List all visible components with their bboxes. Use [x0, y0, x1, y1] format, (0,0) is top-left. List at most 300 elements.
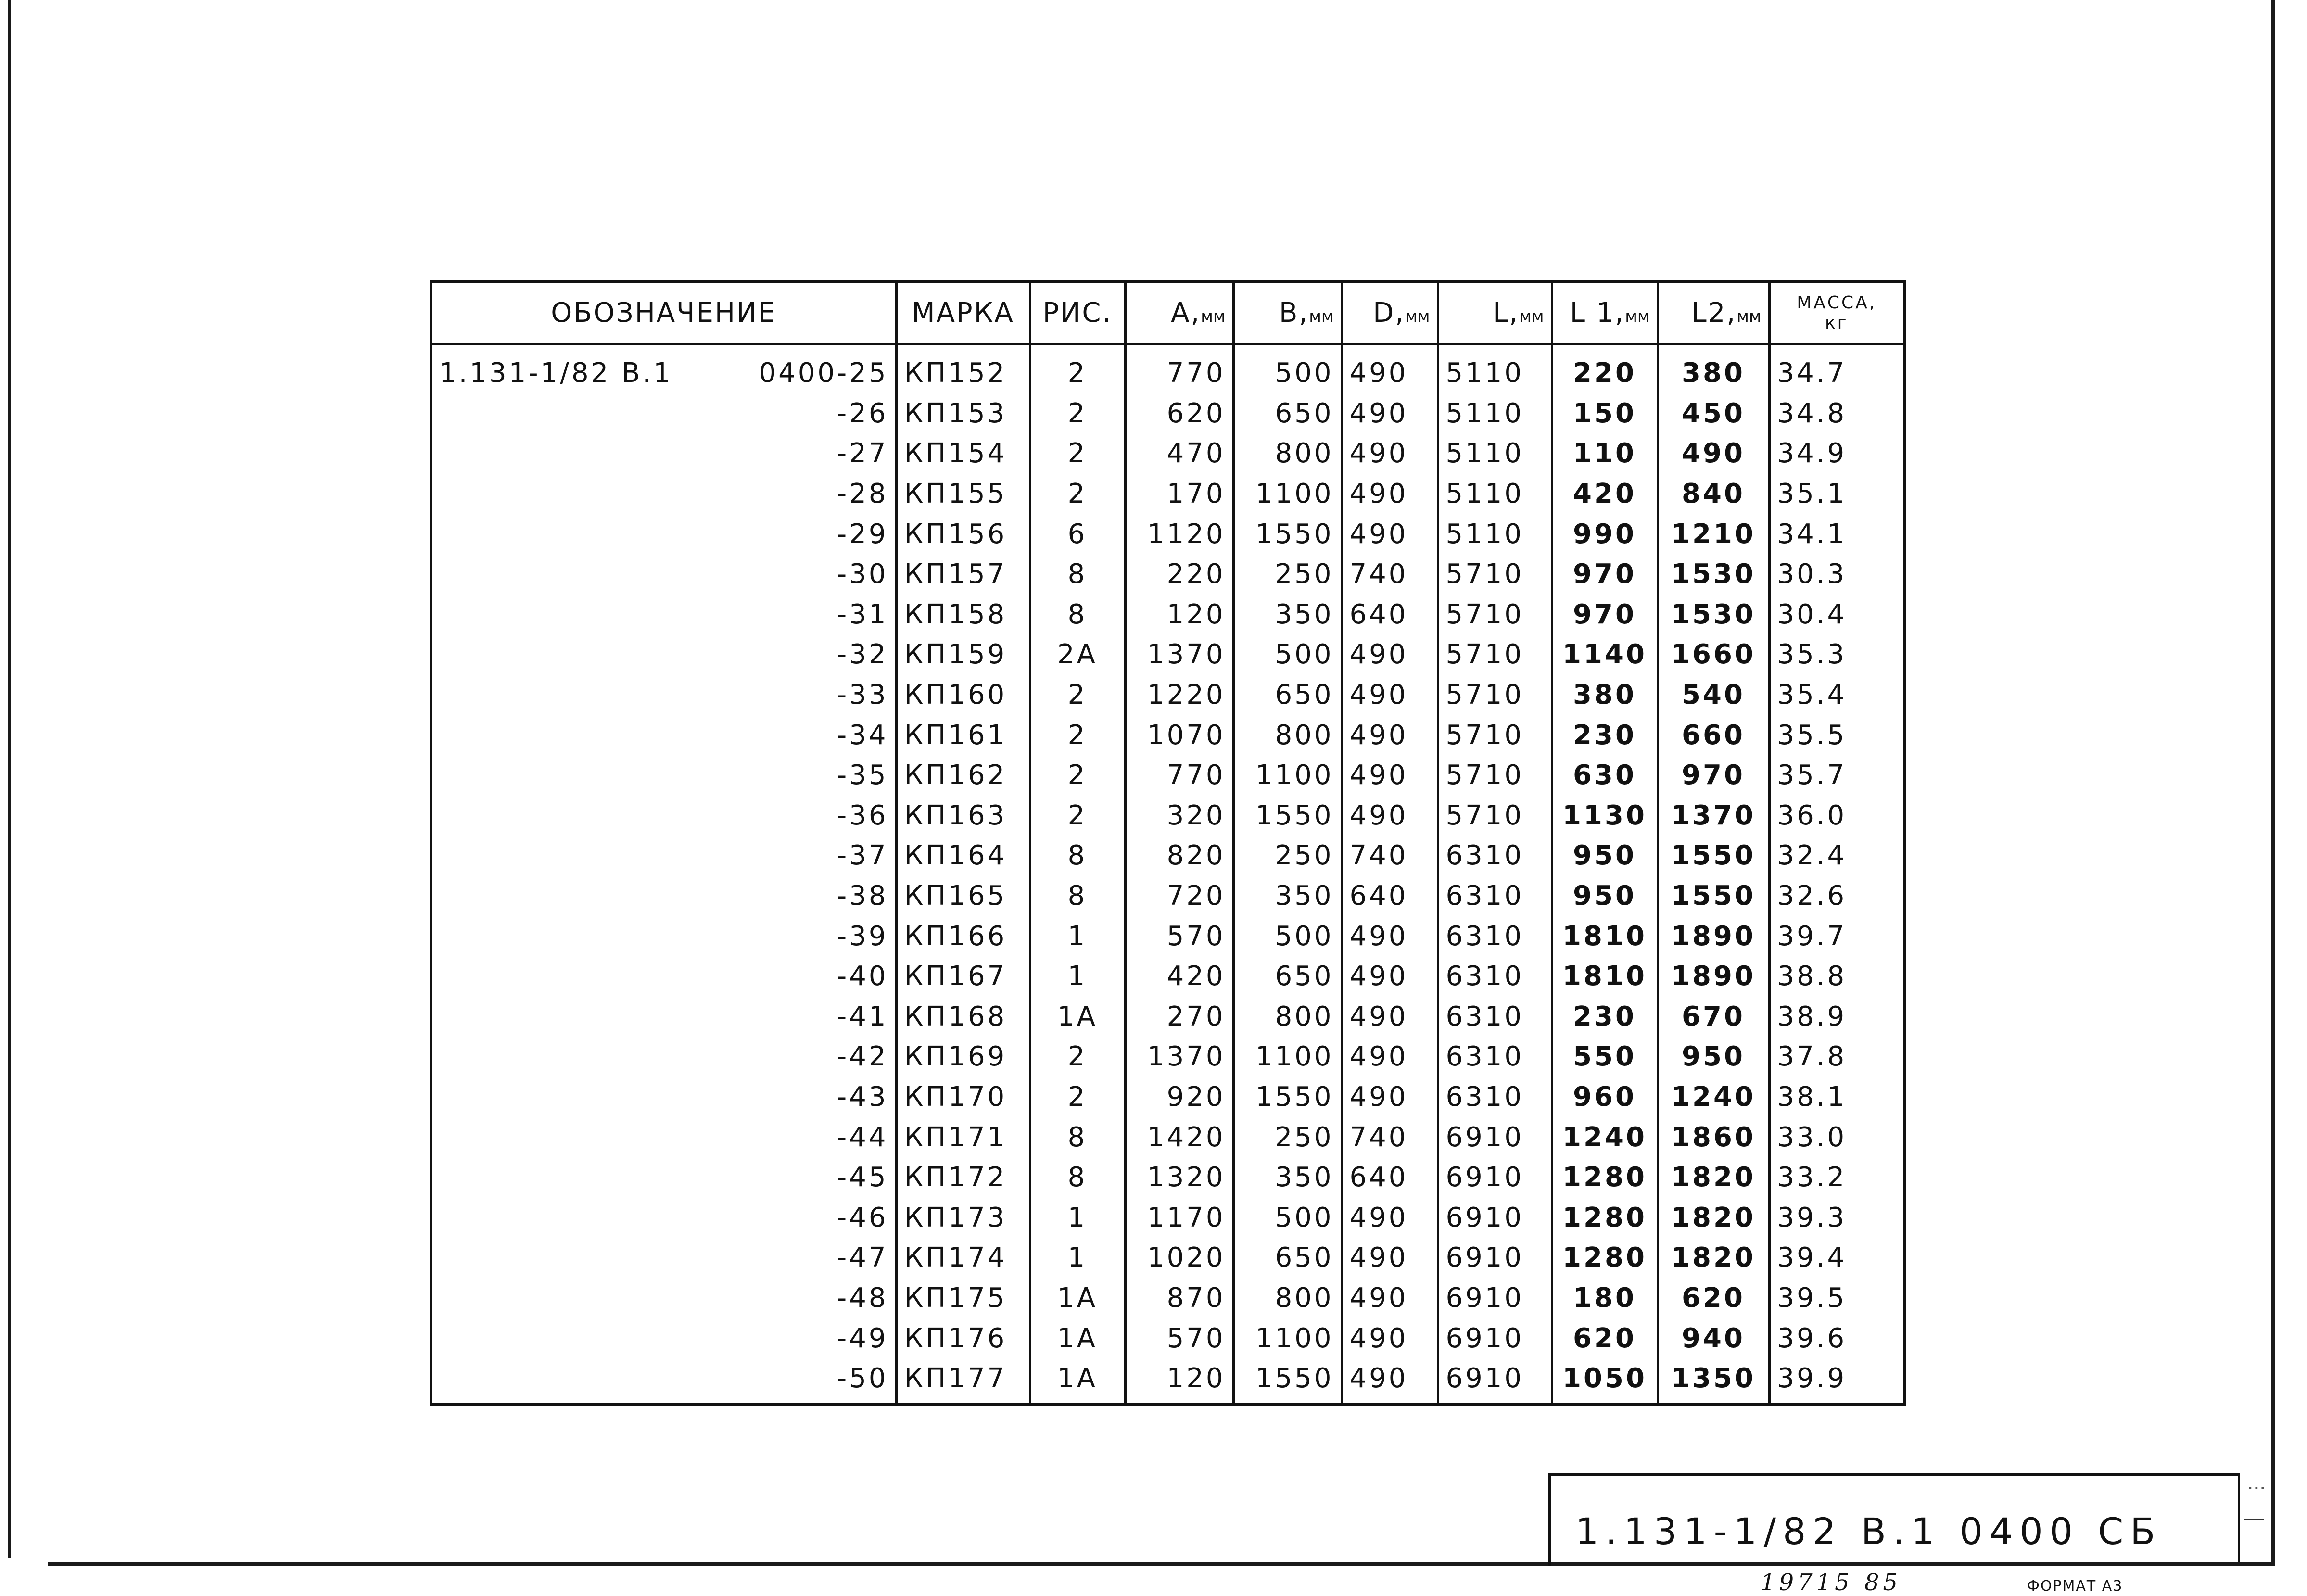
cell-fig: 1А: [1030, 1278, 1125, 1318]
header-mass-unit: кг: [1825, 313, 1849, 333]
header-mark: МАРКА: [896, 281, 1030, 344]
cell-l1: 620: [1552, 1318, 1658, 1358]
cell-l: 6910: [1438, 1358, 1552, 1405]
cell-a: 570: [1125, 1318, 1233, 1358]
designation-wrap: [439, 921, 888, 952]
table-row: [431, 755, 1904, 796]
cell-l: 6310: [1438, 1037, 1552, 1077]
cell-l2: 1860: [1658, 1117, 1769, 1157]
cell-l1: 1140: [1552, 634, 1658, 675]
cell-a: 1420: [1125, 1117, 1233, 1157]
cell-mark: КП161: [896, 715, 1030, 755]
table-body: [431, 344, 1904, 1405]
sheet-cell: [2238, 1473, 2269, 1562]
cell-b: 250: [1233, 836, 1342, 876]
cell-mass: 34.9: [1769, 433, 1904, 474]
table-row: [431, 474, 1904, 514]
cell-l: 5710: [1438, 595, 1552, 635]
cell-fig: 8: [1030, 836, 1125, 876]
cell-mass: 30.3: [1769, 554, 1904, 595]
cell-l: 5710: [1438, 796, 1552, 836]
table-row: [431, 1037, 1904, 1077]
cell-mass: 35.1: [1769, 474, 1904, 514]
cell-mass: 35.4: [1769, 675, 1904, 715]
designation-number: -39: [837, 920, 888, 952]
cell-b: 350: [1233, 595, 1342, 635]
cell-mass: 38.8: [1769, 956, 1904, 997]
cell-a: 1220: [1125, 675, 1233, 715]
cell-b: 1550: [1233, 1358, 1342, 1405]
cell-l1: 550: [1552, 1037, 1658, 1077]
cell-l2: 1240: [1658, 1077, 1769, 1117]
sheet-divider: [2244, 1519, 2264, 1520]
drawing-frame-left: [8, 0, 11, 1558]
table-row: [431, 1278, 1904, 1318]
cell-mark: КП168: [896, 997, 1030, 1037]
format-label: ФОРМАТ А3: [2027, 1578, 2123, 1595]
cell-fig: 2: [1030, 433, 1125, 474]
cell-fig: 8: [1030, 876, 1125, 916]
cell-l2: 1370: [1658, 796, 1769, 836]
cell-l: 6910: [1438, 1157, 1552, 1198]
cell-a: 1070: [1125, 715, 1233, 755]
cell-l2: 660: [1658, 715, 1769, 755]
header-mass-label: МАССА,: [1797, 292, 1877, 313]
table-row: [431, 393, 1904, 434]
cell-fig: 8: [1030, 1117, 1125, 1157]
cell-mass: 36.0: [1769, 796, 1904, 836]
cell-l: 5110: [1438, 514, 1552, 554]
cell-designation: [431, 956, 896, 997]
cell-a: 770: [1125, 344, 1233, 393]
designation-wrap: [439, 880, 888, 912]
header-l: [1438, 281, 1552, 344]
designation-number: -45: [837, 1162, 888, 1193]
cell-d: 490: [1342, 956, 1438, 997]
cell-l2: 950: [1658, 1037, 1769, 1077]
cell-l1: 220: [1552, 344, 1658, 393]
cell-b: 500: [1233, 634, 1342, 675]
designation-number: -31: [837, 598, 888, 630]
header-l2: [1658, 281, 1769, 344]
table-row: [431, 796, 1904, 836]
cell-fig: 1: [1030, 916, 1125, 956]
cell-l2: 1550: [1658, 876, 1769, 916]
cell-d: 490: [1342, 1358, 1438, 1405]
cell-mass: 32.4: [1769, 836, 1904, 876]
cell-a: 170: [1125, 474, 1233, 514]
cell-designation: [431, 1318, 896, 1358]
cell-fig: 1: [1030, 1197, 1125, 1238]
table-row: [431, 554, 1904, 595]
cell-fig: 1: [1030, 1238, 1125, 1278]
cell-mass: 33.0: [1769, 1117, 1904, 1157]
cell-l1: 950: [1552, 836, 1658, 876]
table-row: [431, 1077, 1904, 1117]
cell-l2: 1660: [1658, 634, 1769, 675]
cell-b: 250: [1233, 1117, 1342, 1157]
cell-mass: 39.9: [1769, 1358, 1904, 1405]
cell-designation: [431, 1197, 896, 1238]
cell-l1: 1280: [1552, 1238, 1658, 1278]
title-block: [1548, 1473, 2239, 1566]
cell-d: 490: [1342, 916, 1438, 956]
cell-mass: 38.1: [1769, 1077, 1904, 1117]
cell-l1: 1130: [1552, 796, 1658, 836]
cell-designation: [431, 916, 896, 956]
cell-fig: 2: [1030, 675, 1125, 715]
designation-wrap: [439, 478, 888, 509]
cell-a: 120: [1125, 1358, 1233, 1405]
cell-designation: [431, 997, 896, 1037]
drawing-frame-right: [2271, 0, 2275, 1566]
cell-mass: 33.2: [1769, 1157, 1904, 1198]
designation-wrap: [439, 1162, 888, 1193]
cell-d: 490: [1342, 755, 1438, 796]
cell-designation: [431, 554, 896, 595]
table-row: [431, 956, 1904, 997]
cell-l: 6910: [1438, 1318, 1552, 1358]
cell-l: 5710: [1438, 634, 1552, 675]
cell-l1: 1810: [1552, 916, 1658, 956]
cell-l: 5710: [1438, 755, 1552, 796]
cell-a: 1020: [1125, 1238, 1233, 1278]
cell-mark: КП160: [896, 675, 1030, 715]
cell-b: 800: [1233, 997, 1342, 1037]
cell-l2: 1530: [1658, 554, 1769, 595]
designation-number: 0400-25: [759, 357, 888, 389]
cell-d: 490: [1342, 997, 1438, 1037]
cell-b: 650: [1233, 1238, 1342, 1278]
cell-mark: КП154: [896, 433, 1030, 474]
cell-mark: КП175: [896, 1278, 1030, 1318]
designation-number: -37: [837, 840, 888, 872]
header-d-unit: мм: [1405, 307, 1430, 326]
cell-designation: [431, 344, 896, 393]
cell-b: 250: [1233, 554, 1342, 595]
cell-l1: 1240: [1552, 1117, 1658, 1157]
table-row: [431, 1238, 1904, 1278]
designation-number: -46: [837, 1202, 888, 1233]
header-a-unit: мм: [1201, 307, 1226, 326]
cell-d: 640: [1342, 1157, 1438, 1198]
designation-wrap: [439, 760, 888, 791]
cell-d: 490: [1342, 1037, 1438, 1077]
designation-prefix: 1.131-1/82 В.1: [439, 357, 673, 389]
cell-l1: 960: [1552, 1077, 1658, 1117]
cell-b: 350: [1233, 876, 1342, 916]
cell-l: 6310: [1438, 836, 1552, 876]
designation-number: -49: [837, 1322, 888, 1354]
table-row: [431, 1117, 1904, 1157]
cell-designation: [431, 393, 896, 434]
cell-d: 490: [1342, 433, 1438, 474]
cell-mass: 39.7: [1769, 916, 1904, 956]
cell-mass: 30.4: [1769, 595, 1904, 635]
cell-fig: 2: [1030, 796, 1125, 836]
sheet-mark-icon: ⋮: [2246, 1479, 2268, 1497]
cell-a: 1170: [1125, 1197, 1233, 1238]
cell-d: 490: [1342, 1197, 1438, 1238]
cell-mass: 37.8: [1769, 1037, 1904, 1077]
designation-wrap: [439, 519, 888, 550]
cell-designation: [431, 1117, 896, 1157]
designation-wrap: [439, 961, 888, 992]
designation-wrap: [439, 639, 888, 670]
designation-wrap: [439, 599, 888, 630]
table-row: [431, 836, 1904, 876]
cell-d: 490: [1342, 1318, 1438, 1358]
cell-d: 640: [1342, 595, 1438, 635]
cell-b: 500: [1233, 344, 1342, 393]
cell-designation: [431, 1077, 896, 1117]
cell-l2: 940: [1658, 1318, 1769, 1358]
table-row: [431, 634, 1904, 675]
cell-b: 650: [1233, 393, 1342, 434]
cell-mark: КП173: [896, 1197, 1030, 1238]
cell-l1: 110: [1552, 433, 1658, 474]
cell-designation: [431, 1037, 896, 1077]
cell-mark: КП156: [896, 514, 1030, 554]
cell-b: 1100: [1233, 755, 1342, 796]
cell-mass: 35.3: [1769, 634, 1904, 675]
cell-mark: КП155: [896, 474, 1030, 514]
designation-number: -38: [837, 880, 888, 912]
cell-l1: 970: [1552, 595, 1658, 635]
cell-designation: [431, 514, 896, 554]
designation-number: -34: [837, 719, 888, 751]
cell-l: 6310: [1438, 997, 1552, 1037]
cell-l1: 150: [1552, 393, 1658, 434]
header-l-unit: мм: [1519, 307, 1544, 326]
cell-fig: 2: [1030, 755, 1125, 796]
cell-fig: 2А: [1030, 634, 1125, 675]
cell-fig: 2: [1030, 1037, 1125, 1077]
cell-a: 1120: [1125, 514, 1233, 554]
designation-number: -47: [837, 1242, 888, 1274]
cell-mass: 34.1: [1769, 514, 1904, 554]
cell-a: 320: [1125, 796, 1233, 836]
table-row: [431, 916, 1904, 956]
cell-d: 490: [1342, 715, 1438, 755]
cell-mark: КП172: [896, 1157, 1030, 1198]
cell-b: 800: [1233, 433, 1342, 474]
cell-fig: 2: [1030, 393, 1125, 434]
table-row: [431, 595, 1904, 635]
cell-d: 490: [1342, 1238, 1438, 1278]
cell-a: 770: [1125, 755, 1233, 796]
cell-l2: 970: [1658, 755, 1769, 796]
cell-b: 500: [1233, 1197, 1342, 1238]
table-row: [431, 715, 1904, 755]
designation-wrap: [439, 720, 888, 751]
cell-b: 1550: [1233, 1077, 1342, 1117]
cell-l1: 420: [1552, 474, 1658, 514]
header-b-unit: мм: [1309, 307, 1334, 326]
cell-mark: КП171: [896, 1117, 1030, 1157]
cell-fig: 1А: [1030, 1318, 1125, 1358]
cell-d: 490: [1342, 1077, 1438, 1117]
cell-mass: 34.8: [1769, 393, 1904, 434]
cell-l2: 380: [1658, 344, 1769, 393]
cell-mass: 39.4: [1769, 1238, 1904, 1278]
cell-designation: [431, 715, 896, 755]
cell-fig: 8: [1030, 554, 1125, 595]
cell-d: 490: [1342, 796, 1438, 836]
cell-a: 920: [1125, 1077, 1233, 1117]
cell-mark: КП167: [896, 956, 1030, 997]
cell-b: 1100: [1233, 474, 1342, 514]
designation-wrap: [439, 1363, 888, 1394]
cell-l1: 230: [1552, 997, 1658, 1037]
header-d-label: D,: [1373, 297, 1406, 329]
cell-mass: 38.9: [1769, 997, 1904, 1037]
cell-l: 6910: [1438, 1238, 1552, 1278]
table-header-row: [431, 281, 1904, 344]
designation-wrap: [439, 800, 888, 831]
cell-l: 6310: [1438, 956, 1552, 997]
cell-mark: КП164: [896, 836, 1030, 876]
header-b: [1233, 281, 1342, 344]
cell-b: 650: [1233, 675, 1342, 715]
cell-l: 6910: [1438, 1197, 1552, 1238]
cell-mark: КП166: [896, 916, 1030, 956]
cell-l1: 1280: [1552, 1157, 1658, 1198]
cell-d: 490: [1342, 514, 1438, 554]
cell-l2: 1210: [1658, 514, 1769, 554]
cell-l2: 1350: [1658, 1358, 1769, 1405]
designation-wrap: [439, 1081, 888, 1113]
cell-l1: 1050: [1552, 1358, 1658, 1405]
header-a-label: А,: [1171, 297, 1201, 329]
cell-fig: 1А: [1030, 1358, 1125, 1405]
cell-l: 5710: [1438, 554, 1552, 595]
cell-mass: 35.7: [1769, 755, 1904, 796]
cell-designation: [431, 755, 896, 796]
cell-mark: КП163: [896, 796, 1030, 836]
cell-designation: [431, 595, 896, 635]
cell-mark: КП165: [896, 876, 1030, 916]
cell-b: 1550: [1233, 514, 1342, 554]
cell-fig: 1: [1030, 956, 1125, 997]
cell-designation: [431, 836, 896, 876]
cell-a: 720: [1125, 876, 1233, 916]
cell-mark: КП169: [896, 1037, 1030, 1077]
cell-designation: [431, 796, 896, 836]
cell-l2: 1530: [1658, 595, 1769, 635]
cell-l2: 450: [1658, 393, 1769, 434]
cell-l: 6910: [1438, 1278, 1552, 1318]
header-l1-unit: мм: [1625, 307, 1650, 326]
designation-number: -27: [837, 438, 888, 469]
designation-number: -32: [837, 639, 888, 671]
cell-a: 620: [1125, 393, 1233, 434]
designation-number: -43: [837, 1081, 888, 1113]
cell-l2: 1550: [1658, 836, 1769, 876]
cell-d: 490: [1342, 344, 1438, 393]
cell-l2: 1820: [1658, 1197, 1769, 1238]
table-row: [431, 433, 1904, 474]
designation-wrap: [439, 1282, 888, 1314]
designation-wrap: [439, 357, 888, 389]
designation-wrap: [439, 840, 888, 871]
cell-mark: КП176: [896, 1318, 1030, 1358]
cell-d: 490: [1342, 634, 1438, 675]
table-row: [431, 675, 1904, 715]
table-row: [431, 1318, 1904, 1358]
cell-l1: 950: [1552, 876, 1658, 916]
cell-designation: [431, 1278, 896, 1318]
cell-l2: 490: [1658, 433, 1769, 474]
cell-d: 740: [1342, 836, 1438, 876]
cell-designation: [431, 675, 896, 715]
cell-mark: КП174: [896, 1238, 1030, 1278]
cell-mark: КП177: [896, 1358, 1030, 1405]
cell-mark: КП157: [896, 554, 1030, 595]
designation-wrap: [439, 1001, 888, 1032]
cell-a: 820: [1125, 836, 1233, 876]
cell-l1: 1810: [1552, 956, 1658, 997]
cell-mark: КП170: [896, 1077, 1030, 1117]
cell-l1: 380: [1552, 675, 1658, 715]
cell-l1: 990: [1552, 514, 1658, 554]
cell-designation: [431, 1238, 896, 1278]
header-d: [1342, 281, 1438, 344]
designation-wrap: [439, 1122, 888, 1153]
designation-wrap: [439, 398, 888, 429]
designation-number: -41: [837, 1001, 888, 1032]
cell-l: 6310: [1438, 876, 1552, 916]
cell-designation: [431, 1157, 896, 1198]
cell-designation: [431, 1358, 896, 1405]
cell-l2: 540: [1658, 675, 1769, 715]
cell-a: 570: [1125, 916, 1233, 956]
designation-number: -44: [837, 1121, 888, 1153]
cell-d: 490: [1342, 474, 1438, 514]
cell-b: 800: [1233, 715, 1342, 755]
designation-wrap: [439, 1242, 888, 1273]
cell-l2: 1820: [1658, 1238, 1769, 1278]
designation-number: -42: [837, 1041, 888, 1073]
cell-l1: 630: [1552, 755, 1658, 796]
designation-wrap: [439, 438, 888, 469]
document-code: 1.131-1/82 В.1 0400 СБ: [1575, 1510, 2162, 1553]
designation-number: -40: [837, 961, 888, 992]
cell-a: 870: [1125, 1278, 1233, 1318]
cell-mark: КП152: [896, 344, 1030, 393]
table-row: [431, 1157, 1904, 1198]
header-designation: ОБОЗНАЧЕНИЕ: [431, 281, 896, 344]
cell-a: 420: [1125, 956, 1233, 997]
cell-a: 220: [1125, 554, 1233, 595]
cell-fig: 2: [1030, 1077, 1125, 1117]
cell-d: 490: [1342, 1278, 1438, 1318]
cell-d: 490: [1342, 393, 1438, 434]
table-row: [431, 876, 1904, 916]
cell-l: 5110: [1438, 474, 1552, 514]
cell-fig: 8: [1030, 1157, 1125, 1198]
cell-designation: [431, 433, 896, 474]
cell-a: 120: [1125, 595, 1233, 635]
cell-mass: 35.5: [1769, 715, 1904, 755]
header-l1: [1552, 281, 1658, 344]
table-row: [431, 344, 1904, 393]
header-mass: [1769, 281, 1904, 344]
cell-l1: 230: [1552, 715, 1658, 755]
cell-mark: КП158: [896, 595, 1030, 635]
cell-a: 470: [1125, 433, 1233, 474]
designation-number: -28: [837, 478, 888, 510]
